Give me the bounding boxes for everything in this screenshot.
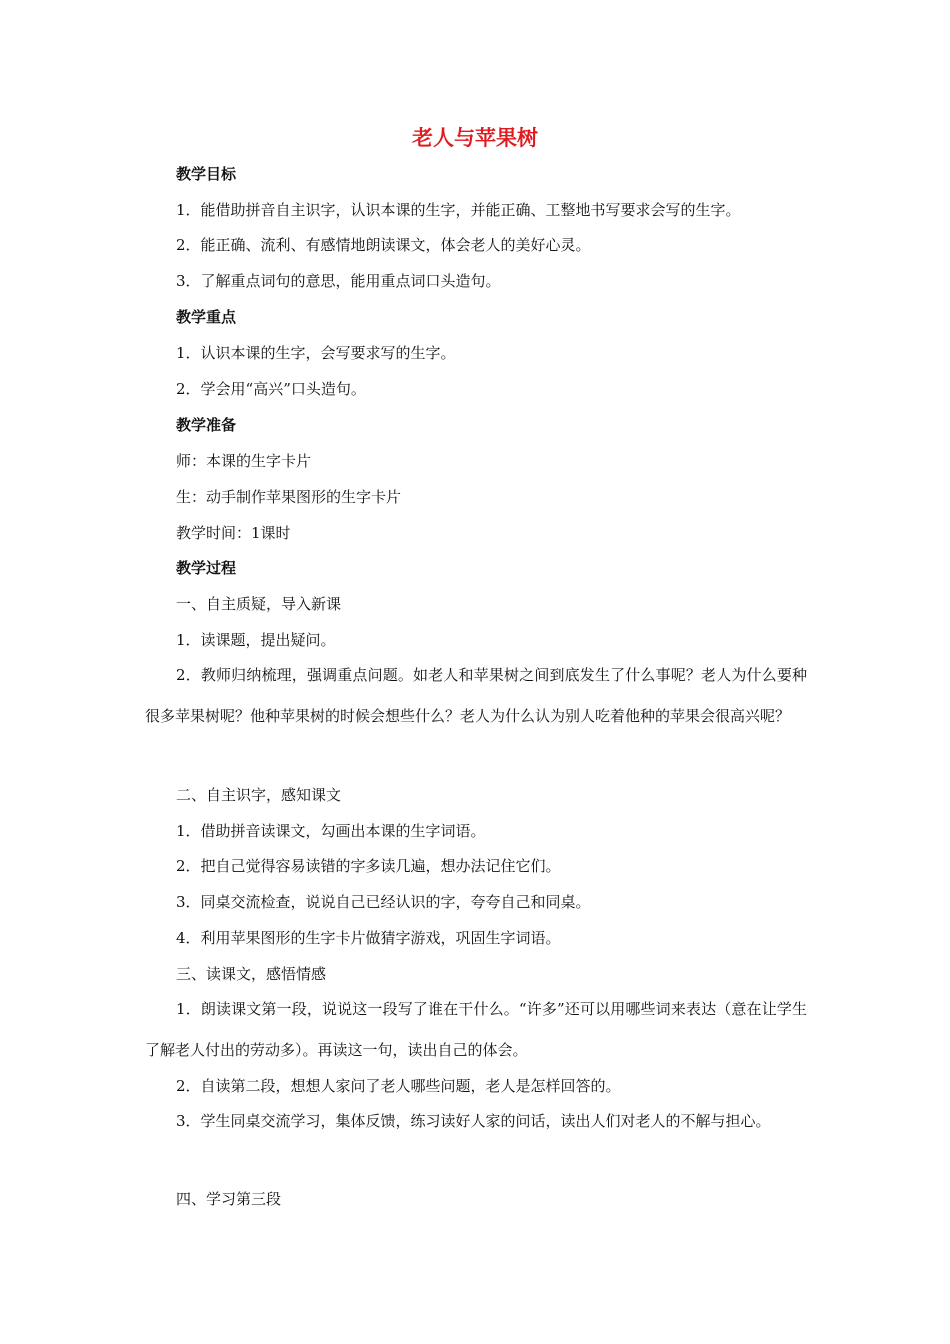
section-1-title: 一、自主质疑，导入新课 bbox=[176, 595, 342, 613]
heading-preparation: 教学准备 bbox=[176, 416, 237, 434]
heading-teaching-goals: 教学目标 bbox=[176, 165, 237, 183]
key-item-1: 1．认识本课的生字，会写要求写的生字。 bbox=[176, 344, 456, 362]
section-3-title: 三、读课文，感悟情感 bbox=[176, 965, 327, 983]
section-2-title: 二、自主识字，感知课文 bbox=[176, 786, 342, 804]
section-3-item-2: 2．自读第二段，想想人家问了老人哪些问题，老人是怎样回答的。 bbox=[176, 1077, 621, 1095]
heading-process: 教学过程 bbox=[176, 559, 237, 577]
section-2-item-2: 2．把自己觉得容易读错的字多读几遍，想办法记住它们。 bbox=[176, 857, 561, 875]
heading-key-points: 教学重点 bbox=[176, 308, 237, 326]
goal-item-2: 2．能正确、流利、有感情地朗读课文，体会老人的美好心灵。 bbox=[176, 236, 591, 254]
section-3-item-1: 1．朗读课文第一段，说说这一段写了谁在干什么。“许多”还可以用哪些词来表达（意在让学生了解老人付出的劳动多）。再读这一句，读出自己的体会。 bbox=[145, 1000, 807, 1059]
section-3-item-3: 3．学生同桌交流学习，集体反馈，练习读好人家的问话，读出人们对老人的不解与担心。 bbox=[176, 1112, 771, 1130]
section-2-item-1: 1．借助拼音读课文，勾画出本课的生字词语。 bbox=[176, 822, 486, 840]
section-1-item-2: 2．教师归纳梳理，强调重点问题。如老人和苹果树之间到底发生了什么事呢？老人为什么要种很多苹果树呢？他种苹果树的时候会想些什么？老人为什么认为别人吃着他种的苹果会很高兴呢？ bbox=[145, 666, 807, 725]
section-1-item-1: 1．读课题，提出疑问。 bbox=[176, 631, 336, 649]
section-2-item-3: 3．同桌交流检查，说说自己已经认识的字，夸夸自己和同桌。 bbox=[176, 893, 591, 911]
teaching-time: 教学时间：1课时 bbox=[176, 524, 291, 542]
goal-item-1: 1．能借助拼音自主识字，认识本课的生字，并能正确、工整地书写要求会写的生字。 bbox=[176, 201, 741, 219]
prep-item-student: 生：动手制作苹果图形的生字卡片 bbox=[176, 488, 402, 506]
section-4-title: 四、学习第三段 bbox=[176, 1190, 282, 1208]
goal-item-3: 3．了解重点词句的意思，能用重点词口头造句。 bbox=[176, 272, 501, 290]
document-title: 老人与苹果树 bbox=[412, 126, 538, 150]
key-item-2: 2．学会用“高兴”口头造句。 bbox=[176, 380, 366, 398]
section-2-item-4: 4．利用苹果图形的生字卡片做猜字游戏，巩固生字词语。 bbox=[176, 929, 561, 947]
prep-item-teacher: 师：本课的生字卡片 bbox=[176, 452, 312, 470]
